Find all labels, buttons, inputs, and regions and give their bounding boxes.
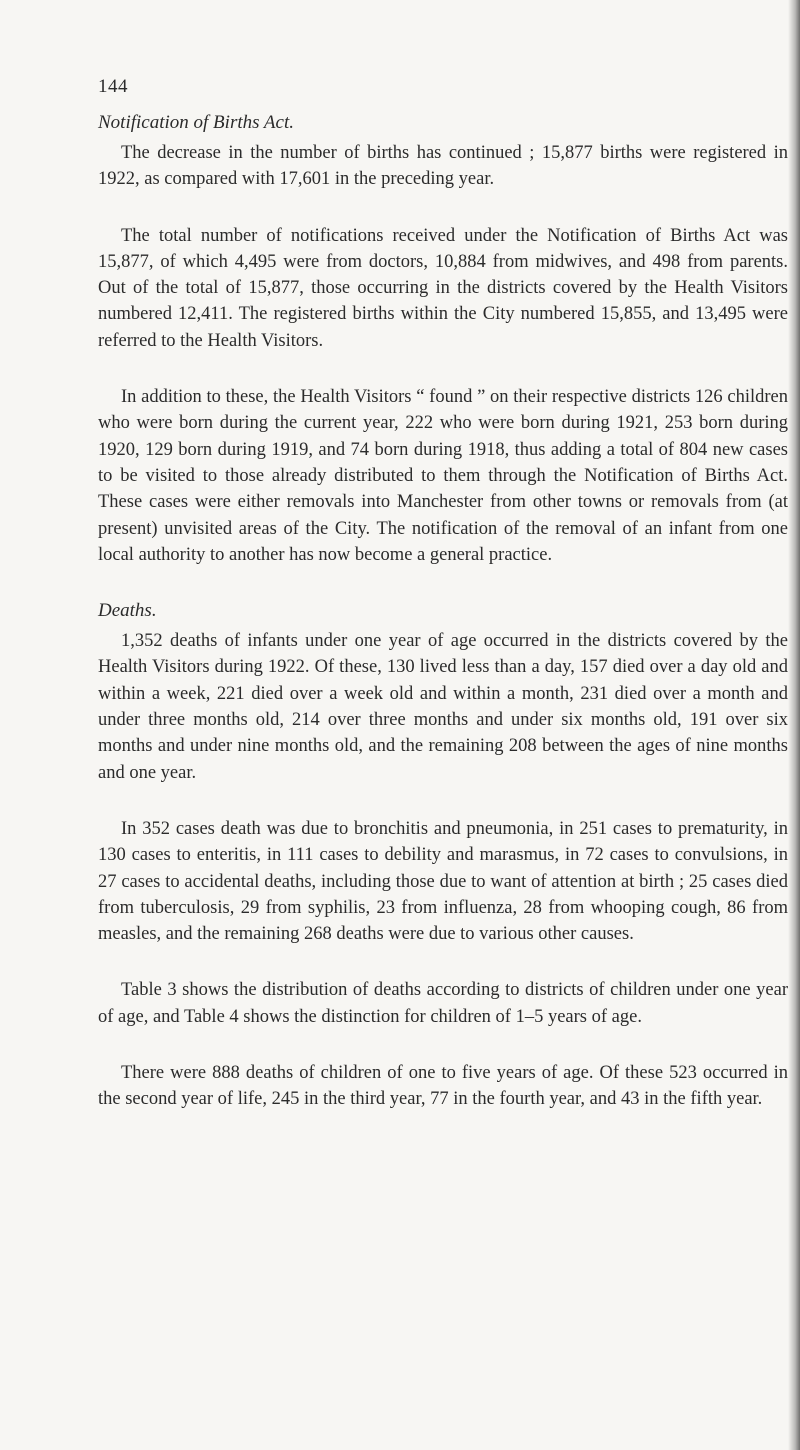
paragraph-births-decrease: The decrease in the number of births has continued ; 15,877 births were registered in 1922, as compared with 17,601 in the preceding year. bbox=[98, 143, 788, 190]
paragraph-child-deaths: There were 888 deaths of children of one to five years of age. Of these 523 occurred in the second year of life, 245 in the third year, 77 in the fourth year, and 43 in the fifth year. bbox=[98, 1063, 788, 1110]
paragraph-health-visitors-found: In addition to these, the Health Visitors “ found ” on their respective districts 126 children who were born during the current year, 222 who were born during 1921, 253 born during 1920, 129 born during 1919, and 74 born during 1918, thus adding a total of 804 new cases to be visited to those already distributed to them through the Notification of Births Act. These cases were either removals into Manchester from other towns or removals from (at present) unvisited areas of the City. The notification of the removal of an infant from one local authority to another has now become a general practice. bbox=[98, 387, 788, 565]
paragraph-causes-of-death: In 352 cases death was due to bronchitis and pneumonia, in 251 cases to prematurity, in 130 cases to enteritis, in 111 cases to debility and marasmus, in 72 cases to convulsions, in 27 cases to accidental deaths, including those due to want of attention at birth ; 25 cases died from tuberculosis, 29 from syphilis, 23 from influenza, 28 from whooping cough, 86 from measles, and the remaining 268 deaths were due to various other causes. bbox=[98, 818, 788, 945]
page-number: 144 bbox=[98, 76, 128, 97]
section-heading-births: Notification of Births Act. bbox=[98, 112, 294, 133]
paragraph-infant-deaths: 1,352 deaths of infants under one year of age occurred in the districts covered by the Health Visitors during 1922. Of these, 130 lived less than a day, 157 died over a day old and within a week, 221 died over a week old and within a month, 231 died over a month and under three months old, 214 over three months and under six months old, 191 over six months and under nine months old, and the remaining 208 between the ages of nine months and one year. bbox=[98, 631, 788, 783]
scan-edge-shadow bbox=[788, 0, 800, 1450]
section-heading-deaths: Deaths. bbox=[98, 600, 157, 622]
page-body bbox=[98, 110, 788, 1113]
paragraph-tables-reference: Table 3 shows the distribution of deaths according to districts of children under one year of age, and Table 4 shows the distinction for children of 1–5 years of age. bbox=[98, 980, 788, 1027]
paragraph-notifications-total: The total number of notifications received under the Notification of Births Act was 15,877, of which 4,495 were from doctors, 10,884 from midwives, and 498 from parents. Out of the total of 15,877, those occurring in the districts covered by the Health Visitors numbered 12,411. The registered births within the City numbered 15,855, and 13,495 were referred to the Health Visitors. bbox=[98, 225, 788, 351]
